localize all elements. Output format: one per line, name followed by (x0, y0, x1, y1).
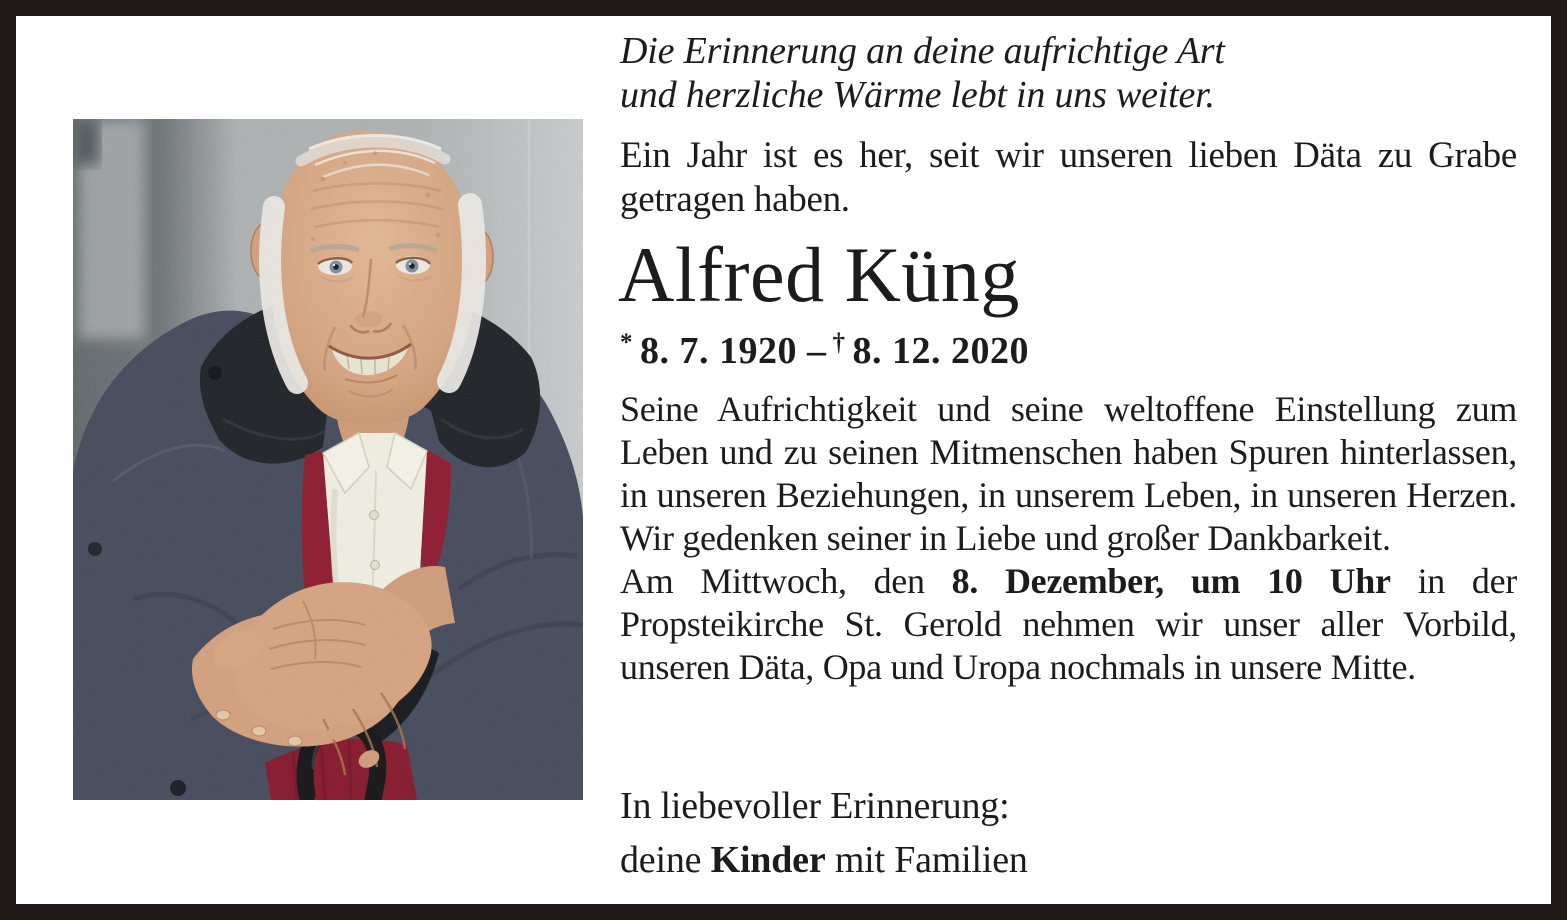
signature-prefix: deine (620, 839, 711, 881)
closing-line: In liebevoller Erinnerung: (620, 785, 1010, 827)
death-symbol: † (832, 329, 846, 356)
birth-symbol: * (620, 329, 633, 356)
signature-suffix: mit Familien (825, 839, 1028, 881)
portrait-photo (73, 119, 583, 800)
signature-kinder: Kinder (710, 839, 826, 881)
life-dates (620, 321, 1029, 373)
invitation-prefix: Am Mittwoch, den (620, 561, 952, 601)
epigraph (620, 29, 1225, 117)
birth-date: 8. 7. 1920 (640, 330, 797, 372)
epigraph-line1: Die Erinnerung an deine aufrichtige Art (620, 30, 1225, 72)
death-date: 8. 12. 2020 (852, 330, 1029, 372)
portrait-illustration (73, 119, 583, 800)
event-date-time: 8. Dezember, um 10 Uhr (951, 561, 1391, 601)
deceased-name: Alfred Küng (618, 231, 1020, 318)
notice-body (620, 388, 1517, 689)
epigraph-line2: und herzliche Wärme lebt in uns weiter. (620, 74, 1215, 116)
tribute-paragraph: Seine Aufrichtigkeit und seine weltoffene Einstellung zum Leben und zu seinen Mitmenschen haben Spuren hinterlassen, in unseren Beziehungen, in unserem Leben, in unseren Herzen. Wir gedenken seiner in Liebe und großer Dankbarkeit. (620, 389, 1517, 558)
photo-grain (73, 119, 583, 800)
dates-separator: – (807, 330, 827, 372)
signature-line (620, 838, 1028, 882)
lead-paragraph: Ein Jahr ist es her, seit wir unseren lieben Däta zu Grabe getragen haben. (620, 135, 1517, 220)
invitation-paragraph (620, 560, 1517, 689)
invitation-suffix: in der Propsteikirche St. Gerold nehmen wir unser aller Vorbild, unseren Däta, Opa und Uropa nochmals in unsere Mitte. (620, 561, 1517, 687)
